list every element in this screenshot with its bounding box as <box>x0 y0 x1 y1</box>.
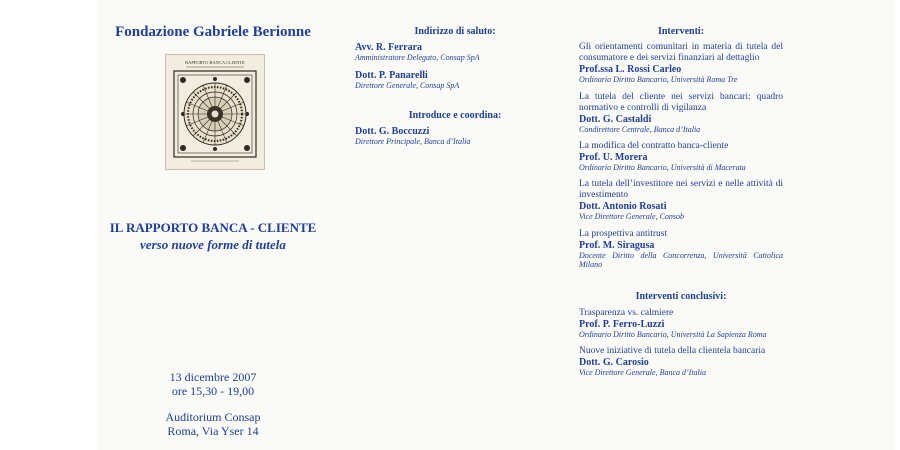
talk-role: Docente Diritto della Concorrenza, Università Cattolica Milano <box>579 251 783 269</box>
organization-name: Fondazione Gabriele Berionne <box>115 24 311 40</box>
closing-item <box>579 346 783 377</box>
speaker-role: Amministratore Delegato, Consap SpA <box>355 53 480 62</box>
speaker-item <box>355 42 595 62</box>
closing-role: Vice Direttore Generale, Banca d’Italia <box>579 368 706 377</box>
talk-speaker: Prof. U. Morera <box>579 152 648 163</box>
closing-role: Ordinario Diritto Bancario, Università La Sapienza Roma <box>579 330 767 339</box>
closing-topic: Nuove iniziative di tutela della clientela bancaria <box>579 346 766 356</box>
greeting-heading: Indirizzo di saluto: <box>414 26 496 37</box>
speaker-name: Avv. R. Ferrara <box>355 42 423 53</box>
event-venue: Auditorium Consap <box>165 410 261 424</box>
talk-role: Ordinario Diritto Bancario, Università Roma Tre <box>579 75 738 84</box>
moderator-name: Dott. G. Boccuzzi <box>355 126 430 137</box>
moderator-role: Direttore Principale, Banca d’Italia <box>355 137 471 146</box>
program-panel <box>579 0 783 450</box>
talk-item <box>579 229 783 269</box>
talks-heading: Interventi: <box>657 26 705 37</box>
brochure-page <box>97 0 895 450</box>
talk-item <box>579 141 783 172</box>
talk-role: Vice Direttore Generale, Consob <box>579 212 685 221</box>
talk-speaker: Dott. G. Castaldi <box>579 114 652 125</box>
event-time: ore 15,30 - 19,00 <box>171 384 255 398</box>
talk-topic: La tutela dell’investitore nei servizi e nelle attività di investimento <box>579 179 783 200</box>
emblem-caption: RAPPORTO BANCA CLIENTE <box>185 60 245 65</box>
speaker-item <box>355 70 595 90</box>
closing-speaker: Dott. G. Carosio <box>579 357 649 368</box>
talk-role: Condirettore Centrale, Banca d’Italia <box>579 125 701 134</box>
talk-topic: La tutela del cliente nei servizi bancari: quadro normativo e controlli di vigilanza <box>579 92 783 113</box>
event-date: 13 dicembre 2007 <box>169 370 257 384</box>
talk-role: Ordinario Diritto Bancario, Università di Macerata <box>579 163 746 172</box>
talk-topic: La modifica del contratto banca-cliente <box>579 141 729 151</box>
talk-item <box>579 42 783 84</box>
event-address: Roma, Via Yser 14 <box>167 424 259 438</box>
moderator-heading: Introduce e coordina: <box>408 110 502 121</box>
speaker-role: Direttore Generale, Consap SpA <box>355 81 460 90</box>
opening-panel <box>355 0 595 450</box>
cover-panel <box>97 0 329 450</box>
event-title: IL RAPPORTO BANCA - CLIENTE <box>109 220 317 235</box>
talk-speaker: Prof. M. Siragusa <box>579 240 655 251</box>
astrolabe-emblem-image <box>165 54 265 170</box>
talk-speaker: Prof.ssa L. Rossi Carleo <box>579 64 682 75</box>
talk-item <box>579 179 783 221</box>
emblem-drawing <box>166 55 264 169</box>
moderator-item <box>355 126 595 146</box>
closing-item <box>579 308 783 339</box>
speaker-name: Dott. P. Panarelli <box>355 70 428 81</box>
talk-topic: Gli orientamenti comunitari in materia di tutela del consumatore e dei servizi finanziari al dettaglio <box>579 42 783 63</box>
talk-speaker: Dott. Antonio Rosati <box>579 201 667 212</box>
closing-heading: Interventi conclusivi: <box>635 291 727 302</box>
talk-topic: La prospettiva antitrust <box>579 229 668 239</box>
talk-item <box>579 92 783 134</box>
event-subtitle: verso nuove forme di tutela <box>140 237 286 252</box>
closing-topic: Trasparenza vs. calmiere <box>579 308 674 318</box>
closing-speaker: Prof. P. Ferro-Luzzi <box>579 319 665 330</box>
